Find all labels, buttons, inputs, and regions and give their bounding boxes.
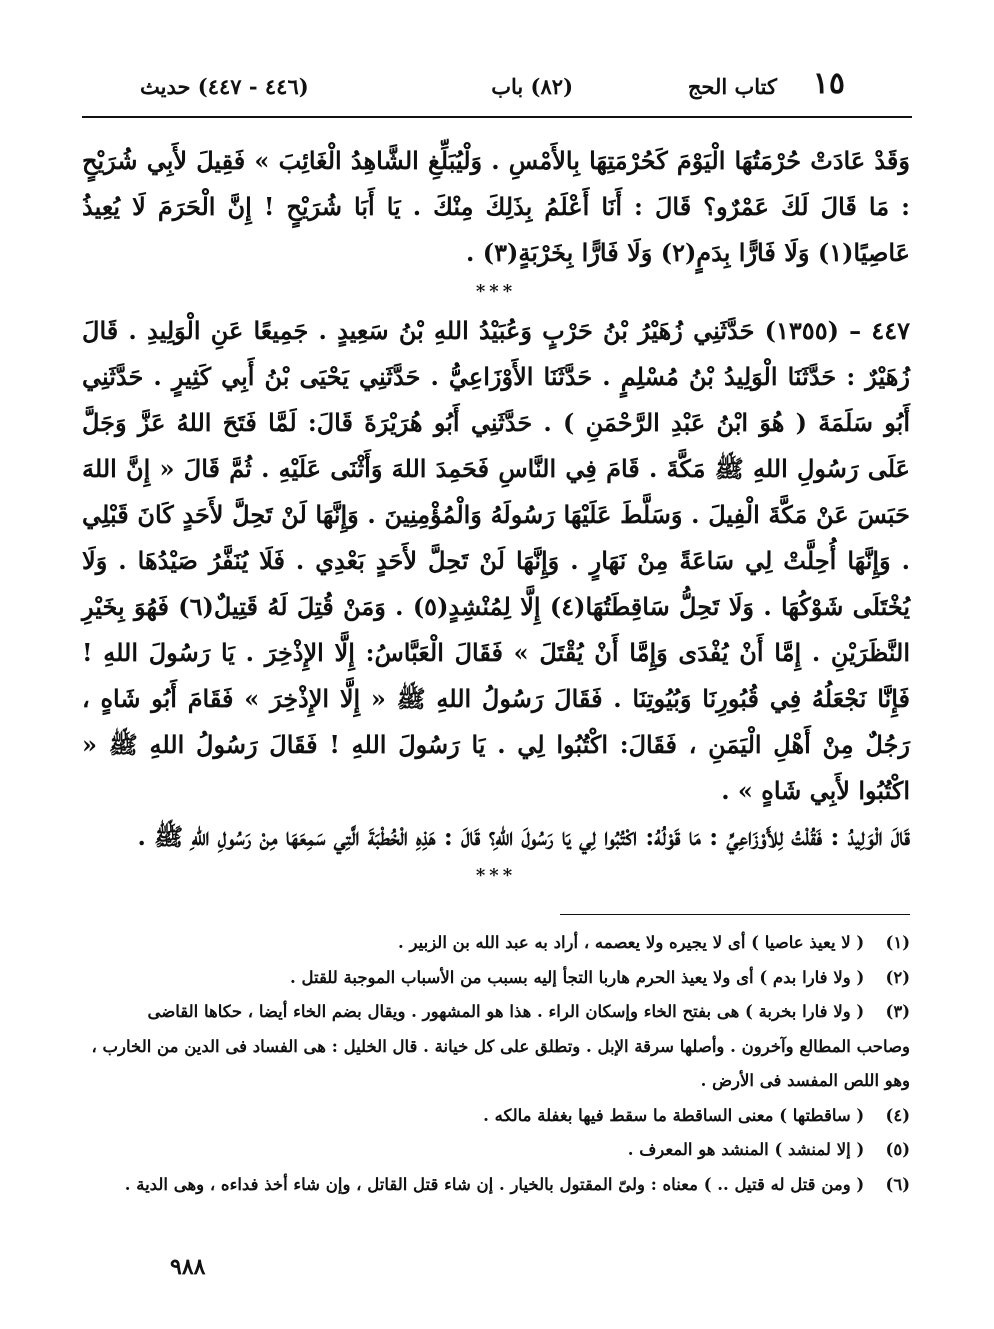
main-text bbox=[82, 138, 910, 892]
page-header bbox=[140, 66, 845, 110]
footnote-rule bbox=[560, 914, 910, 915]
footnote-number: (٢) bbox=[885, 967, 910, 987]
paragraph-3: قَالَ الْوَلِيدُ : فَقُلْتُ لِلأَوْزَاعِيِّ : مَا قَوْلُهُ: اكْتُبُوا لِي يَا رَسُولَ اللهِ؟ قَالَ : هَذِهِ الْخُطْبَةَ الَّتِي سَمِعَهَا مِنْ رَسُولِ اللهِ ﷺ . bbox=[137, 822, 910, 851]
footnote bbox=[82, 1168, 910, 1203]
footnote bbox=[82, 1099, 910, 1134]
header-hadith-range: (٤٤٦ - ٤٤٧) حديث bbox=[140, 74, 309, 99]
header-rule bbox=[82, 116, 912, 118]
footnote-text: ( ولا فارا بدم ) أى ولا يعيذ الحرم هاربا التجأ إليه بسبب من الأسباب الموجبة للقتل . bbox=[289, 967, 865, 987]
header-book-title: كتاب الحج bbox=[687, 74, 777, 99]
footnote-number: (٦) bbox=[885, 1174, 910, 1194]
footnote-text: ( ومن قتل له قتيل .. ) معناه : ولىّ المقتول بالخيار . إن شاء قتل القاتل ، وإن شاء أخذ فداءه ، وهى الدية . bbox=[124, 1174, 865, 1194]
separator-2: *** bbox=[475, 865, 517, 886]
footnote-continuation bbox=[82, 1030, 910, 1099]
footnote-number: (١) bbox=[885, 933, 910, 952]
header-page-number: ١٥ bbox=[812, 66, 845, 101]
footnote-text: ( ولا فارا بخربة ) هى بفتح الخاء وإسكان الراء . هذا هو المشهور . ويقال بضم الخاء أيضا ، حكاها القاضى bbox=[147, 1002, 865, 1021]
footnote-text: وصاحب المطالع وآخرون . وأصلها سرقة الإبل . وتطلق على كل خيانة . قال الخليل : هى الفساد فى الدين من الخارب ، وهو اللص المفسد فى الأرض . bbox=[91, 1036, 910, 1090]
footnote bbox=[82, 1133, 910, 1168]
footer-page-number: ٩٨٨ bbox=[170, 1254, 206, 1280]
footnote-number: (٤) bbox=[885, 1105, 910, 1125]
footnotes bbox=[82, 926, 910, 1202]
footnote-text: ( ساقطتها ) معنى الساقطة ما سقط فيها بغفلة مالكه . bbox=[483, 1105, 865, 1125]
footnote-text: ( إلا لمنشد ) المنشد هو المعرف . bbox=[627, 1140, 865, 1159]
footnote bbox=[82, 961, 910, 996]
footnote bbox=[82, 926, 910, 961]
footnote bbox=[82, 995, 910, 1030]
paragraph-2: ٤٤٧ – (١٣٥٥) حَدَّثَنِي زُهَيْرُ بْنُ حَرْبٍ وَعُبَيْدُ اللهِ بْنُ سَعِيدٍ . جَمِيعًا عَنِ الْوَلِيدِ . قَالَ زُهَيْرٌ : حَدَّثَنَا الْوَلِيدُ بْنُ مُسْلِمٍ . حَدَّثَنَا الأَوْزَاعِيُّ . حَدَّثَنِي يَحْيَى بْنُ أَبِي كَثِيرٍ . حَدَّثَنِي أَبُو سَلَمَةَ ( هُوَ ابْنُ عَبْدِ الرَّحْمَنِ ) . حَدَّثَنِي أَبُو هُرَيْرَةَ قَالَ: لَمَّا فَتَحَ اللهُ عَزَّ وَجَلَّ عَلَى رَسُولِ اللهِ ﷺ مَكَّةَ . قَامَ فِي النَّاسِ فَحَمِدَ اللهَ وَأَثْنَى عَلَيْهِ . ثُمَّ قَالَ « إِنَّ اللهَ حَبَسَ عَنْ مَكَّةَ الْفِيلَ . وَسَلَّطَ عَلَيْهَا رَسُولَهُ وَالْمُؤْمِنِينَ . وَإِنَّهَا لَنْ تَحِلَّ لأَحَدٍ كَانَ قَبْلِي . وَإِنَّهَا أُحِلَّتْ لِي سَاعَةً مِنْ نَهَارٍ . وَإِنَّهَا لَنْ تَحِلَّ لأَحَدٍ بَعْدِي . فَلَا يُنَفَّرُ صَيْدُهَا . وَلَا يُخْتَلَى شَوْكُهَا . وَلَا تَحِلُّ سَاقِطَتُهَا(٤) إِلَّا لِمُنْشِدٍ(٥) . وَمَنْ قُتِلَ لَهُ قَتِيلٌ(٦) فَهُوَ بِخَيْرِ النَّظَرَيْنِ . إِمَّا أَنْ يُفْدَى وَإِمَّا أَنْ يُقْتَلَ » فَقَالَ الْعَبَّاسُ: إِلَّا الإِذْخِرَ . يَا رَسُولَ اللهِ ! فَإِنَّا نَجْعَلُهُ فِي قُبُورِنَا وَبُيُوتِنَا . فَقَالَ رَسُولُ اللهِ ﷺ « إِلَّا الإِذْخِرَ » فَقَامَ أَبُو شَاهٍ ، رَجُلٌ مِنْ أَهْلِ الْيَمَنِ ، فَقَالَ: اكْتُبُوا لِي . يَا رَسُولَ اللهِ ! فَقَالَ رَسُولُ اللهِ ﷺ « اكْتُبُوا لأَبِي شَاهٍ » . bbox=[82, 316, 911, 805]
footnote-number: (٣) bbox=[885, 1002, 910, 1021]
header-chapter: (٨٢) باب bbox=[491, 74, 573, 99]
separator-1: *** bbox=[475, 281, 517, 302]
paragraph-1: وَقَدْ عَادَتْ حُرْمَتُهَا الْيَوْمَ كَحُرْمَتِهَا بِالأَمْسِ . وَلْيُبَلِّغِ الشَّاهِدُ الْغَائِبَ » فَقِيلَ لأَبِي شُرَيْحٍ : مَا قَالَ لَكَ عَمْرٌو؟ قَالَ : أَنَا أَعْلَمُ بِذَلِكَ مِنْكَ . يَا أَبَا شُرَيْحٍ ! إِنَّ الْحَرَمَ لَا يُعِيذُ عَاصِيًا(١) وَلَا فَارًّا بِدَمٍ(٢) وَلَا فَارًّا بِخَرْبَةٍ(٣) . bbox=[82, 146, 910, 267]
footnote-text: ( لا يعيذ عاصيا ) أى لا يجيره ولا يعصمه ، أراد به عبد الله بن الزبير . bbox=[398, 933, 865, 952]
footnote-number: (٥) bbox=[885, 1140, 910, 1159]
